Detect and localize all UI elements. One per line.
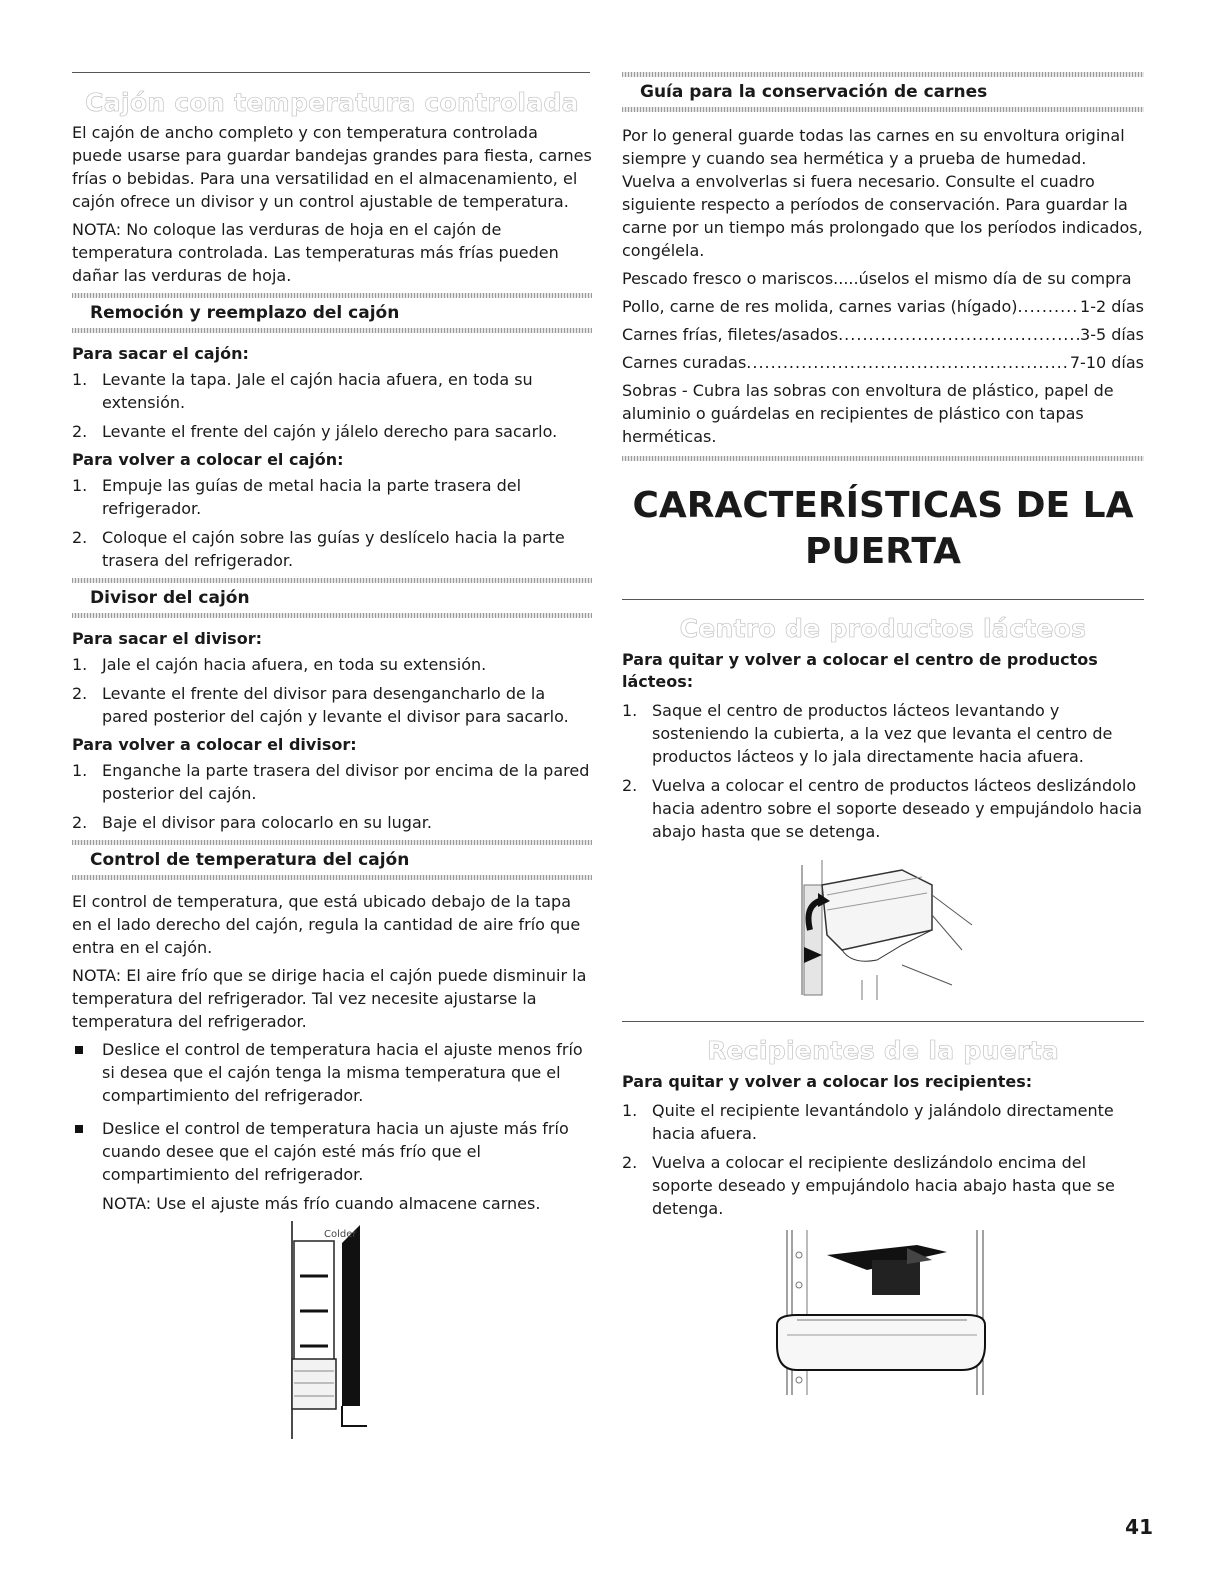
dairy-instructions-title: Para quitar y volver a colocar el centro de productos lácteos:: [622, 650, 1098, 691]
remove-divider-title: Para sacar el divisor:: [72, 629, 262, 648]
subhead-control: [72, 840, 592, 880]
subhead-divider-title: Divisor del cajón: [90, 588, 250, 608]
dairy-center-illustration: [782, 855, 982, 1005]
right-column: [622, 72, 1144, 1400]
list-item: Deslice el control de temperatura hacia el ajuste menos frío si desea que el cajón tenga la misma temperatura que el compartimiento del refrigerador.: [72, 1038, 592, 1107]
meat-row: Carnes curadas ..... 7-10 días: [622, 351, 1144, 374]
door-bin-illustration: [757, 1230, 997, 1400]
meat-row: Carnes frías, filetes/asados ..... 3-5 días: [622, 323, 1144, 346]
big-title-line2: PUERTA: [805, 531, 961, 572]
subhead-control-title: Control de temperatura del cajón: [90, 850, 410, 870]
intro-paragraph: El cajón de ancho completo y con temperatura controlada puede usarse para guardar bandejas grandes para fiesta, carnes frías o bebidas. Para una versatilidad en el almacenamiento, el cajón ofrece un divisor y un control ajustable de temperatura.: [72, 123, 592, 211]
replace-divider-title: Para volver a colocar el divisor:: [72, 735, 357, 754]
subhead-removal: [72, 293, 592, 333]
big-title-line1: CARACTERÍSTICAS DE LA: [632, 485, 1134, 526]
list-item: 2. Levante el frente del divisor para desengancharlo de la pared posterior del cajón y levante el divisor para sacarlo.: [72, 684, 569, 726]
replace-drawer-steps: [72, 474, 592, 572]
remove-drawer-title: Para sacar el cajón:: [72, 344, 249, 363]
dotted-rule: [72, 613, 592, 618]
remove-divider-steps: [72, 653, 592, 728]
bins-steps: [622, 1099, 1144, 1220]
dotted-rule: [622, 456, 1144, 461]
bullet-square-icon: [75, 1125, 83, 1133]
left-column: [72, 88, 592, 1446]
subhead-removal-title: Remoción y reemplazo del cajón: [90, 303, 400, 323]
door-features-title: [622, 483, 1144, 575]
note-meats: NOTA: Use el ajuste más frío cuando almacene carnes.: [102, 1194, 541, 1213]
replace-divider-steps: [72, 759, 592, 834]
dairy-steps: [622, 699, 1144, 843]
bins-section: [622, 1021, 1144, 1400]
list-item: 2. Baje el divisor para colocarlo en su lugar.: [72, 813, 432, 832]
bullet-square-icon: [75, 1046, 83, 1054]
list-item: 1. Jale el cajón hacia afuera, en toda su extensión.: [72, 655, 487, 674]
meat-paragraph: Por lo general guarde todas las carnes en su envoltura original siempre y cuando sea hermética y a prueba de humedad. Vuelva a envolverlas si fuera necesario. Consulte el cuadro siguiente respecto a períodos de conservación. Para guardar la carne por un tiempo más prolongado que los períodos indicados, congélela.: [622, 126, 1143, 260]
section-title-dairy: Centro de productos lácteos: [679, 614, 1087, 643]
remove-drawer-steps: [72, 368, 592, 443]
note-cold-air: NOTA: El aire frío que se dirige hacia el cajón puede disminuir la temperatura del refrigerador. Tal vez necesite ajustarse la temperatura del refrigerador.: [72, 966, 587, 1031]
list-item: 1. Empuje las guías de metal hacia la parte trasera del refrigerador.: [72, 476, 522, 518]
meat-row: Pollo, carne de res molida, carnes varias (hígado) ..... 1-2 días: [622, 295, 1144, 318]
list-item: 1. Quite el recipiente levantándolo y jalándolo directamente hacia afuera.: [622, 1101, 1114, 1143]
note-leafy: NOTA: No coloque las verduras de hoja en el cajón de temperatura controlada. Las temperaturas más frías pueden dañar las verduras de hoja.: [72, 220, 559, 285]
list-item: 2. Coloque el cajón sobre las guías y deslícelo hacia la parte trasera del refrigerador.: [72, 528, 565, 570]
control-paragraph: El control de temperatura, que está ubicado debajo de la tapa en el lado derecho del cajón, regula la cantidad de aire frío que entra en el cajón.: [72, 892, 581, 957]
list-item: 2. Levante el frente del cajón y jálelo derecho para sacarlo.: [72, 422, 558, 441]
leftovers-paragraph: Sobras - Cubra las sobras con envoltura de plástico, papel de aluminio o guárdelas en recipientes de plástico con tapas herméticas.: [622, 381, 1114, 446]
control-bullets: [72, 1038, 592, 1186]
section-title-temp-drawer: Cajón con temperatura controlada: [85, 88, 579, 117]
colder-label: Colder: [324, 1229, 357, 1240]
top-rule-left: [72, 72, 590, 73]
dotted-rule: [622, 107, 1144, 112]
list-item: 1. Levante la tapa. Jale el cajón hacia afuera, en toda su extensión.: [72, 370, 533, 412]
list-item: Deslice el control de temperatura hacia un ajuste más frío cuando desee que el cajón esté más frío que el compartimiento del refrigerador.: [72, 1117, 592, 1186]
list-item: 2. Vuelva a colocar el centro de productos lácteos deslizándolo hacia adentro sobre el soporte deseado y empujándolo hacia abajo hasta que se detenga.: [622, 776, 1143, 841]
section-title-door-bins: Recipientes de la puerta: [707, 1036, 1059, 1065]
replace-drawer-title: Para volver a colocar el cajón:: [72, 450, 344, 469]
bins-instructions-title: Para quitar y volver a colocar los recipientes:: [622, 1072, 1033, 1091]
subhead-divider: [72, 578, 592, 618]
list-item: 1. Saque el centro de productos lácteos levantando y sosteniendo la cubierta, a la vez que levanta el centro de productos lácteos y lo jala directamente hacia afuera.: [622, 701, 1113, 766]
meat-fish-line: Pescado fresco o mariscos.....úselos el mismo día de su compra: [622, 269, 1132, 288]
page-number: 41: [1125, 1515, 1153, 1539]
dairy-section: [622, 599, 1144, 1005]
dotted-rule: [72, 875, 592, 880]
dotted-rule: [72, 328, 592, 333]
subhead-meat-guide: Guía para la conservación de carnes: [640, 82, 988, 102]
list-item: 2. Vuelva a colocar el recipiente deslizándolo encima del soporte deseado y empujándolo hacia abajo hasta que se detenga.: [622, 1153, 1115, 1218]
temperature-control-illustration: [282, 1221, 402, 1446]
list-item: 1. Enganche la parte trasera del divisor por encima de la pared posterior del cajón.: [72, 761, 590, 803]
